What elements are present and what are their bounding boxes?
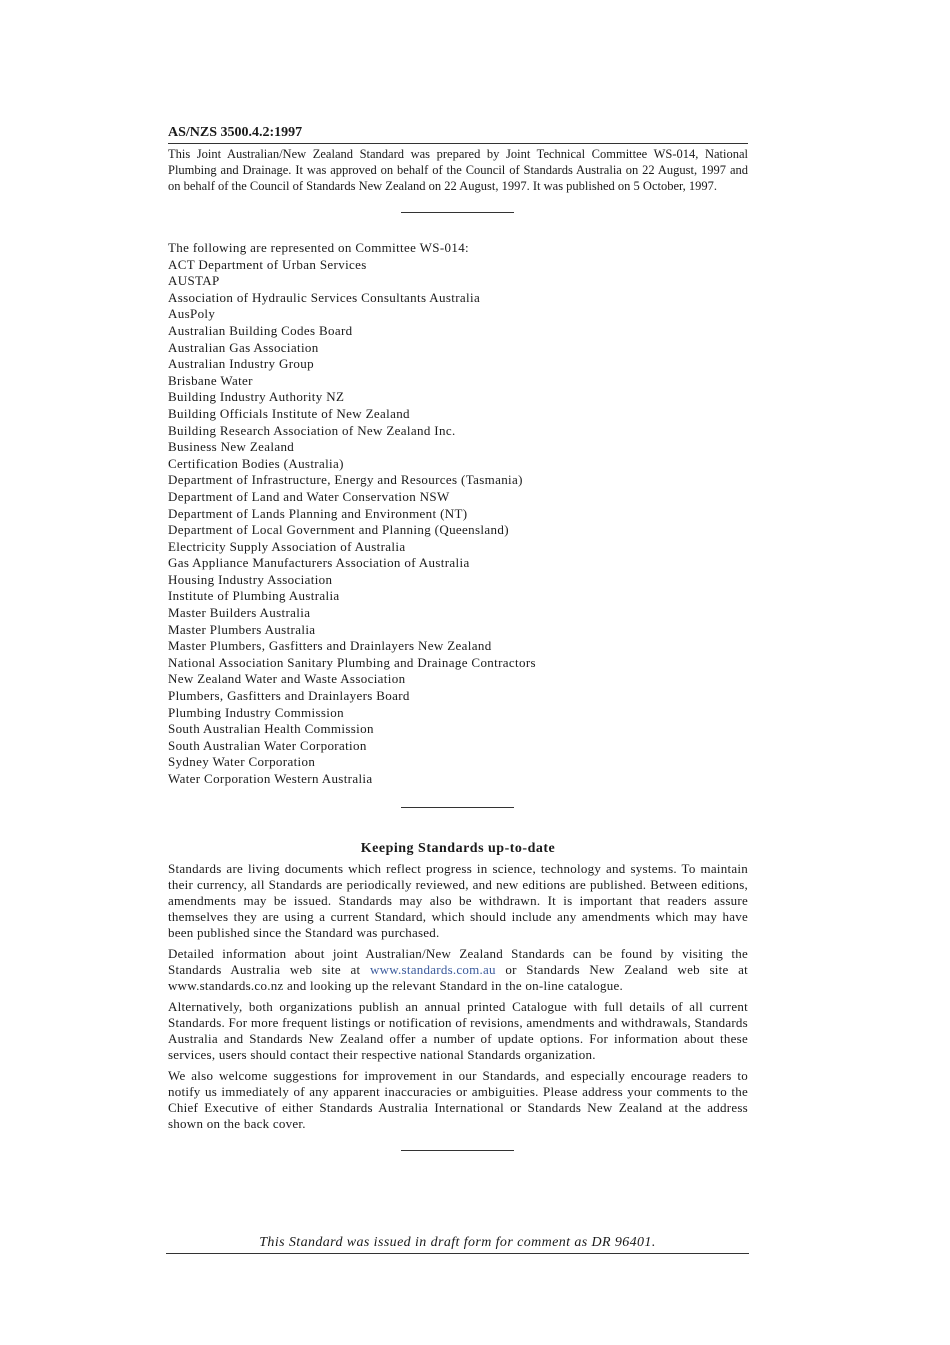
committee-member: South Australian Health Commission: [168, 721, 374, 737]
body-paragraph: Standards are living documents which reflect progress in science, technology and systems. To maintain their currency, all Standards are periodically reviewed, and new editions are published. Between editions, amendments may be issued. Standards may also be withdrawn. It is important that readers assure themselves they are using a current Standard, which should include any amendments which may have been published since the Standard was purchased.: [168, 860, 748, 940]
section-divider: [401, 1150, 514, 1151]
committee-member: Association of Hydraulic Services Consultants Australia: [168, 289, 481, 305]
committee-member: Building Officials Institute of New Zealand: [168, 405, 410, 421]
committee-member: Australian Building Codes Board: [168, 322, 353, 338]
committee-member: South Australian Water Corporation: [168, 737, 367, 753]
committee-member: Business New Zealand: [168, 439, 295, 455]
standard-number: AS/NZS 3500.4.2:1997: [168, 124, 748, 144]
committee-member: Plumbing Industry Commission: [168, 704, 344, 720]
standards-australia-link[interactable]: www.standards.com.au: [369, 961, 496, 977]
committee-member: Water Corporation Western Australia: [168, 771, 373, 786]
committee-member: Master Plumbers, Gasfitters and Drainlayers New Zealand: [168, 638, 492, 654]
committee-member: Housing Industry Association: [168, 571, 333, 587]
committee-member: Institute of Plumbing Australia: [168, 588, 340, 604]
body-paragraph: We also welcome suggestions for improvement in our Standards, and especially encourage readers to notify us immediately of any apparent inaccuracies or ambiguities. Please address your comments to the Chief Executive of either Standards Australia International or Standards New Zealand at the address shown on the back cover.: [168, 1067, 748, 1131]
committee-member: New Zealand Water and Waste Association: [168, 671, 406, 687]
committee-member: Department of Land and Water Conservation NSW: [168, 488, 450, 504]
section-divider: [401, 807, 514, 808]
committee-member: Master Plumbers Australia: [168, 621, 316, 637]
paragraph-text: or Standards New Zealand web site at www.standards.co.nz and looking up the relevant Standard in the on-line catalogue.: [168, 961, 748, 993]
body-paragraph: [168, 946, 748, 994]
document-page: [168, 124, 748, 1151]
committee-member: Certification Bodies (Australia): [168, 455, 344, 471]
committee-member: Department of Lands Planning and Environment (NT): [168, 505, 468, 521]
committee-member: Electricity Supply Association of Australia: [168, 538, 406, 554]
committee-member: Gas Appliance Manufacturers Association of Australia: [168, 555, 470, 571]
committee-member: Australian Gas Association: [168, 339, 319, 355]
committee-heading: The following are represented on Committee WS-014:: [168, 240, 470, 255]
committee-member: Building Research Association of New Zealand Inc.: [168, 422, 456, 438]
committee-member: AUSTAP: [168, 273, 220, 289]
section-divider: [401, 212, 514, 213]
committee-member: Master Builders Australia: [168, 605, 311, 621]
committee-member: AusPoly: [168, 306, 216, 322]
committee-member: Building Industry Authority NZ: [168, 389, 345, 405]
committee-member: Department of Infrastructure, Energy and Resources (Tasmania): [168, 472, 523, 488]
committee-member: Brisbane Water: [168, 372, 253, 388]
paragraph-text: Detailed information about joint Australian/New Zealand Standards can be found by visiting the Standards Australia web site at: [168, 945, 748, 977]
preparation-statement: This Joint Australian/New Zealand Standard was prepared by Joint Technical Committee WS-014, National Plumbing and Drainage. It was approved on behalf of the Council of Standards Australia on 22 August, 1997 and on behalf of the Council of Standards New Zealand on 22 August, 1997. It was published on 5 October, 1997.: [168, 147, 748, 193]
committee-list: [168, 240, 748, 788]
committee-member: Plumbers, Gasfitters and Drainlayers Board: [168, 688, 410, 704]
committee-member: Department of Local Government and Planning (Queensland): [168, 522, 509, 538]
draft-footnote: This Standard was issued in draft form for comment as DR 96401.: [166, 1234, 749, 1254]
committee-member: ACT Department of Urban Services: [168, 256, 367, 272]
section-title: Keeping Standards up-to-date: [360, 840, 556, 856]
committee-member: National Association Sanitary Plumbing and Drainage Contractors: [168, 654, 536, 670]
committee-member: Australian Industry Group: [168, 356, 314, 372]
body-paragraph: Alternatively, both organizations publish an annual printed Catalogue with full details of all current Standards. For more frequent listings or notification of revisions, amendments and withdrawals, Standards Australia and Standards New Zealand offer a number of update options. For information about these services, users should contact their respective national Standards organization.: [168, 998, 748, 1062]
committee-member: Sydney Water Corporation: [168, 754, 316, 770]
